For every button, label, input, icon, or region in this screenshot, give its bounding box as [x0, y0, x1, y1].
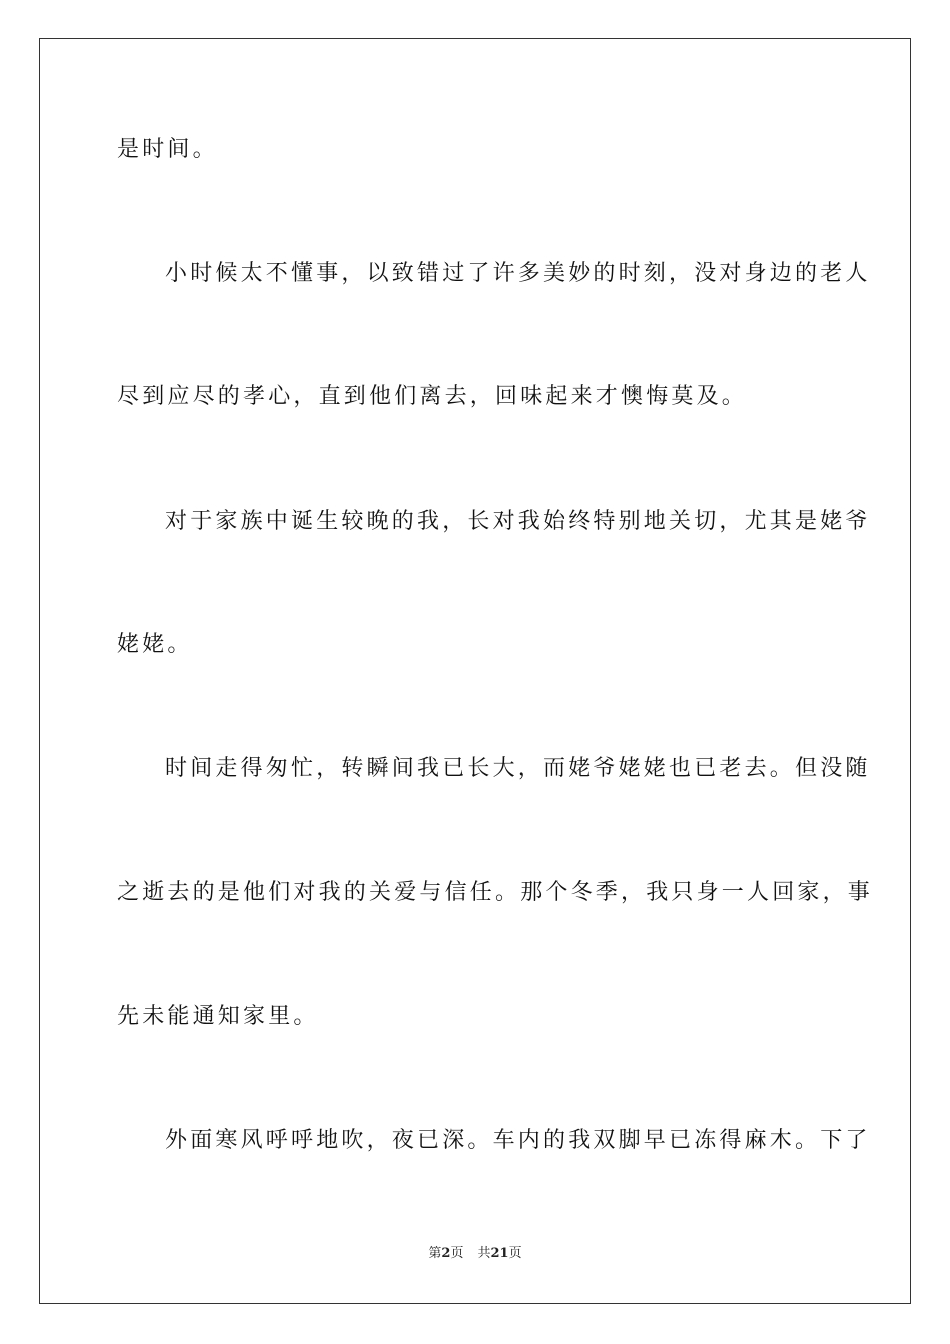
body-line: 之逝去的是他们对我的关爱与信任。那个冬季，我只身一人回家，事 [117, 880, 874, 905]
body-line: 先未能通知家里。 [117, 1004, 319, 1029]
body-line: 尽到应尽的孝心，直到他们离去，回味起来才懊悔莫及。 [117, 384, 748, 409]
body-line: 是时间。 [117, 137, 218, 162]
paragraph-line: 对于家族中诞生较晚的我，长对我始终特别地关切，尤其是姥爷 [165, 509, 871, 534]
paragraph-line: 小时候太不懂事，以致错过了许多美妙的时刻，没对身边的老人 [165, 261, 871, 286]
page-number: 2 [441, 1246, 451, 1261]
page-border [39, 38, 911, 1304]
page-footer [0, 1245, 950, 1263]
total-suffix: 页 [508, 1246, 522, 1261]
body-line: 姥姥。 [117, 632, 193, 657]
paragraph-line: 时间走得匆忙，转瞬间我已长大，而姥爷姥姥也已老去。但没随 [165, 756, 871, 781]
page-suffix: 页 [450, 1246, 464, 1261]
total-prefix: 共 [477, 1246, 491, 1261]
paragraph-line: 外面寒风呼呼地吹，夜已深。车内的我双脚早已冻得麻木。下了 [165, 1128, 871, 1153]
page-prefix: 第 [428, 1246, 442, 1261]
total-pages: 21 [490, 1246, 509, 1261]
